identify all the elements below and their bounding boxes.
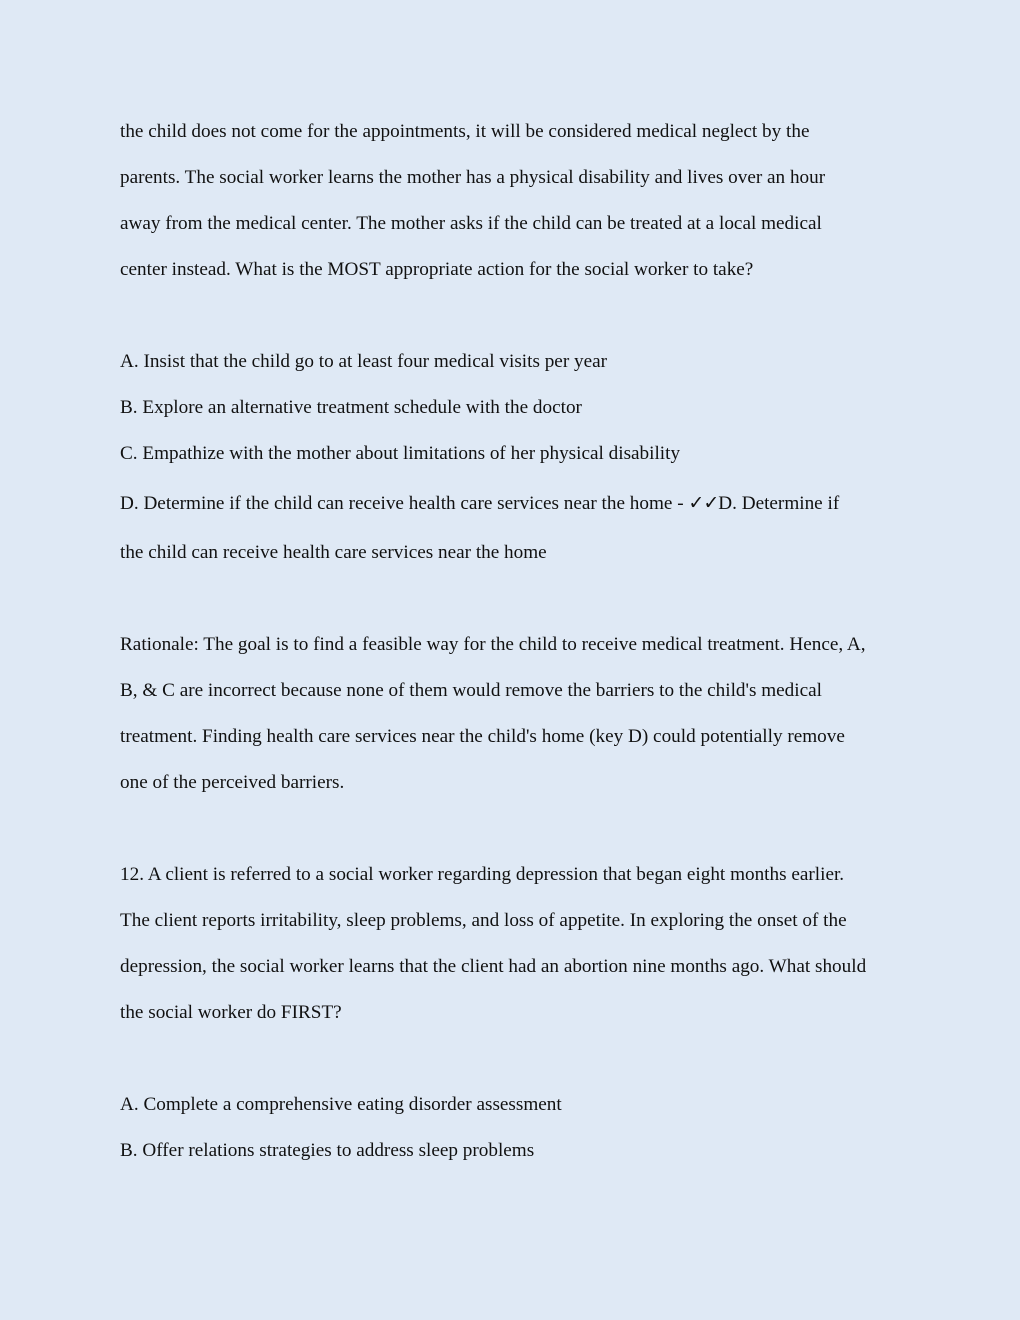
q11-option-c: C. Empathize with the mother about limitations of her physical disability [120,443,681,464]
q12-option-b: B. Offer relations strategies to address sleep problems [120,1140,535,1161]
q11-option-a: A. Insist that the child go to at least four medical visits per year [120,351,608,372]
q11-option-d-text: D. Determine if the child can receive health care services near the home - [120,493,689,514]
q12-option-a: A. Complete a comprehensive eating disorder assessment [120,1094,562,1115]
q12-stem-line-2: The client reports irritability, sleep problems, and loss of appetite. In exploring the onset of the [120,910,847,931]
rationale-line-1: Rationale: The goal is to find a feasible way for the child to receive medical treatment. Hence, A, [120,634,866,655]
q11-stem-line-1: the child does not come for the appointments, it will be considered medical neglect by the [120,121,810,142]
q12-stem-line-1: 12. A client is referred to a social worker regarding depression that began eight months earlier. [120,864,845,885]
q11-stem-line-2: parents. The social worker learns the mother has a physical disability and lives over an hour [120,167,826,188]
rationale-line-4: one of the perceived barriers. [120,772,345,793]
q11-answer-text: D. Determine if [718,493,840,514]
rationale-line-3: treatment. Finding health care services near the child's home (key D) could potentially remove [120,726,845,747]
rationale-line-2: B, & C are incorrect because none of them would remove the barriers to the child's medical [120,680,822,701]
q12-stem-line-4: the social worker do FIRST? [120,1002,342,1023]
q11-option-d [120,491,839,516]
q12-stem-line-3: depression, the social worker learns that the client had an abortion nine months ago. What should [120,956,867,977]
double-check-icon: ✓✓ [688,492,719,514]
q11-stem-line-3: away from the medical center. The mother asks if the child can be treated at a local medical [120,213,822,234]
q11-stem-line-4: center instead. What is the MOST appropriate action for the social worker to take? [120,259,754,280]
q11-answer-continued: the child can receive health care services near the home [120,542,547,563]
q11-option-b: B. Explore an alternative treatment schedule with the doctor [120,397,582,418]
